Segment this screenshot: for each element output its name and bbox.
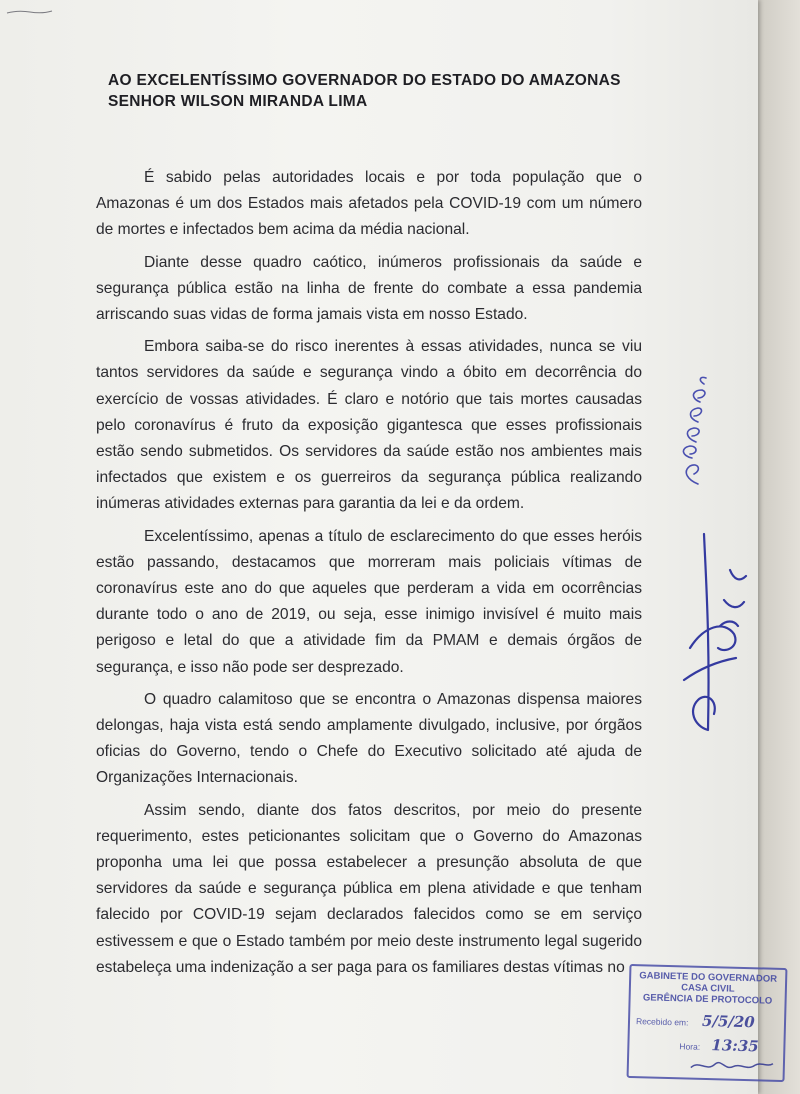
stamp-line-3: GERÊNCIA DE PROTOCOLO xyxy=(642,992,773,1007)
stamp-received-label: Recebido em: xyxy=(635,1016,689,1028)
desk-background xyxy=(758,0,800,1094)
stamp-time-label: Hora: xyxy=(679,1041,701,1052)
stamp-time-value: 13:35 xyxy=(711,1036,759,1056)
stamp-received-value: 5/5/20 xyxy=(701,1011,755,1032)
paragraph-6: Assim sendo, diante dos fatos descritos, por meio do presente requerimento, estes peticionantes solicitam que o Governo do Amazonas proponha uma lei que possa estabelecer a presunção absoluta de que servidores da saúde e segurança pública em plena atividade e que tenham falecido por COVID-19 sejam declarados falecidos como se em serviço estivessem e que o Estado também por meio deste instrumento legal sugerido estabeleça uma indenização a ser paga para os familiares destas vítimas no xyxy=(96,801,642,976)
pen-mark-icon xyxy=(6,8,54,16)
document-heading xyxy=(108,70,668,112)
heading-line-1: AO EXCELENTÍSSIMO GOVERNADOR DO ESTADO DO AMAZONAS xyxy=(108,72,621,89)
document-body xyxy=(96,165,642,987)
protocol-stamp xyxy=(627,964,788,1082)
paragraph-2: Diante desse quadro caótico, inúmeros profissionais da saúde e segurança pública estão na linha de frente do combate a essa pandemia arriscando suas vidas de forma jamais vista em nosso Estado. xyxy=(96,253,642,324)
paragraph-1: É sabido pelas autoridades locais e por toda população que o Amazonas é um dos Estados mais afetados pela COVID-19 com um número de mortes e infectados bem acima da média nacional. xyxy=(96,169,642,239)
paragraph-3: Embora saiba-se do risco inerentes à essas atividades, nunca se viu tantos servidores da saúde e segurança vindo a óbito em decorrência do exercício de vossas atividades. É claro e notório que tais mortes causadas pelo coronavírus é fruto da exposição gigantesca que esses profissionais estão sendo submetidos. Os servidores da saúde estão nos ambientes mais infectados que existem e os guerreiros da segurança pública realizando inúmeras atividades externas para garantia da lei e da ordem. xyxy=(96,338,642,513)
stamp-signature xyxy=(689,1056,775,1076)
handwritten-signature xyxy=(664,530,756,742)
margin-initials-signature xyxy=(668,372,718,490)
stamp-line-2: CASA CIVIL xyxy=(681,982,735,995)
paragraph-4: Excelentíssimo, apenas a título de esclarecimento do que esses heróis estão passando, destacamos que morreram mais policiais vítimas de coronavírus este ano do que aqueles que perderam a vida em ocorrências durante todo o ano de 2019, ou seja, esse inimigo invisível é muito mais perigoso e letal do que a atividade fim da PMAM e demais órgãos de segurança, e isso não pode ser desprezado. xyxy=(96,527,642,676)
heading-line-2: SENHOR WILSON MIRANDA LIMA xyxy=(108,93,368,110)
paragraph-5: O quadro calamitoso que se encontra o Amazonas dispensa maiores delongas, haja vista está sendo amplamente divulgado, inclusive, por órgãos oficias do Governo, tendo o Chefe do Executivo solicitado até ajuda de Organizações Internacionais. xyxy=(96,690,642,787)
stamp-line-1: GABINETE DO GOVERNADOR xyxy=(639,970,778,985)
